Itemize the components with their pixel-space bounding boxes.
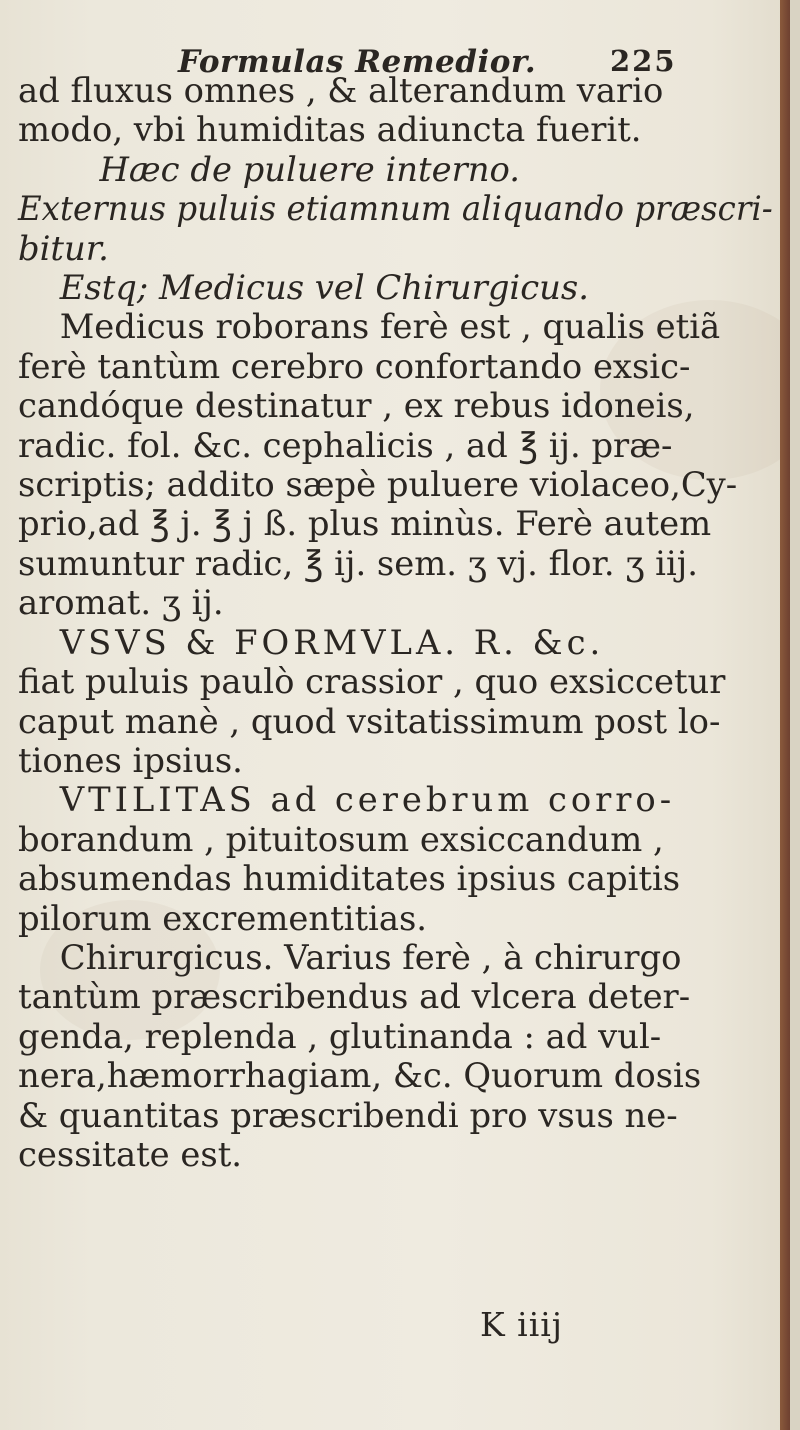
body-text	[18, 72, 778, 1175]
text-line: candóque destinatur , ex rebus idoneis,	[18, 386, 695, 427]
text-line: scriptis; addito sæpè puluere violaceo,Cy-	[18, 465, 738, 506]
text-line: aromat. ʒ ij.	[18, 583, 224, 624]
text-line: genda, replenda , glutinanda : ad vul-	[18, 1016, 662, 1057]
text-line: VSVS & FORMVLA. R. &c.	[59, 622, 605, 663]
text-line: tiones ipsius.	[18, 740, 243, 781]
text-line: Chirurgicus. Varius ferè , à chirurgo	[59, 937, 682, 978]
text-line: caput manè , quod vsitatissimum post lo-	[18, 701, 721, 742]
text-line: ferè tantùm cerebro confortando exsic-	[18, 346, 691, 387]
text-line: borandum , pituitosum exsiccandum ,	[18, 819, 664, 860]
text-line: VTILITAS ad cerebrum corro-	[59, 780, 676, 821]
text-line: ad fluxus omnes , & alterandum vario	[18, 71, 664, 111]
text-line: Medicus roborans ferè est , qualis etiã	[59, 307, 721, 348]
text-line: & quantitas præscribendi pro vsus ne-	[18, 1095, 678, 1136]
running-head: Formulas Remedior.	[178, 44, 537, 80]
page-edge	[780, 0, 790, 1430]
signature-mark: K iiij	[480, 1305, 564, 1344]
text-line: absumendas humiditates ipsius capitis	[18, 859, 681, 900]
text-line: nera,hæmorrhagiam, &c. Quorum dosis	[18, 1056, 702, 1097]
text-line: fiat puluis paulò crassior , quo exsiccetur	[18, 662, 726, 703]
text-line: modo, vbi humiditas adiuncta fuerit.	[18, 110, 642, 151]
text-line: Externus puluis etiamnum aliquando præscri-	[18, 189, 773, 230]
text-line: prio,ad ℥ j. ℥ j ß. plus minùs. Ferè autem	[18, 504, 712, 545]
text-line: sumuntur radic, ℥ ij. sem. ʒ vj. flor. ʒ iij.	[18, 543, 698, 584]
page-number: 225	[610, 44, 677, 78]
text-line: Estq; Medicus vel Chirurgicus.	[59, 268, 589, 309]
text-line: cessitate est.	[18, 1134, 243, 1175]
text-line: pilorum excrementitias.	[18, 898, 428, 939]
text-line: tantùm præscribendus ad vlcera deter-	[18, 977, 691, 1018]
text-line: Hæc de puluere interno.	[99, 149, 520, 190]
text-line: bitur.	[18, 228, 109, 269]
text-line: radic. fol. &c. cephalicis , ad ℥ ij. præ-	[18, 425, 673, 466]
